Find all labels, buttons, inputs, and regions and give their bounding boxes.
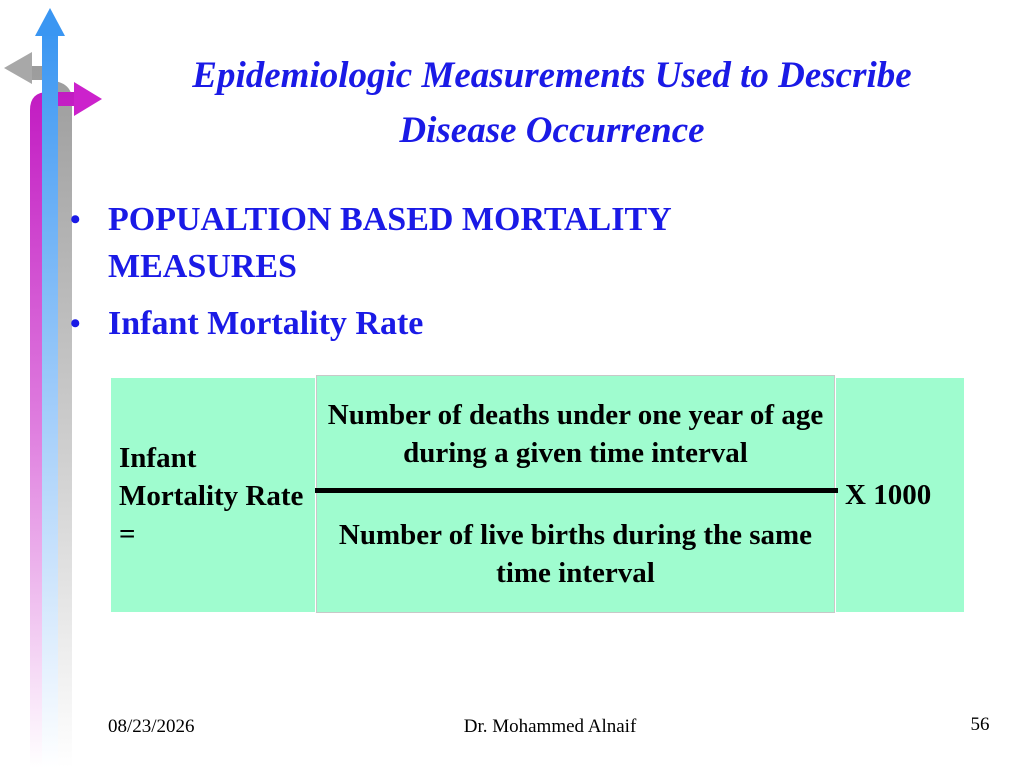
decorative-arrows xyxy=(0,0,110,768)
footer-author: Dr. Mohammed Alnaif xyxy=(463,716,637,737)
right-arrow-icon xyxy=(74,82,102,116)
formula-multiplier: X 1000 xyxy=(845,479,932,511)
footer-date: 08/23/2026 xyxy=(108,716,195,737)
formula-label: Infant Mortality Rate = xyxy=(119,442,304,550)
slide-title: Epidemiologic Measurements Used to Describe Disease Occurrence xyxy=(192,55,912,151)
fraction-bar xyxy=(315,488,838,493)
bullet-text: Infant Mortality Rate xyxy=(108,305,424,342)
bullet-icon: • xyxy=(70,203,81,236)
formula-numerator: Number of deaths under one year of age during a given time interval xyxy=(327,399,824,469)
up-arrow-icon xyxy=(35,8,65,36)
bullet-population-mortality xyxy=(70,196,828,290)
formula-denominator: Number of live births during the same time interval xyxy=(338,519,813,589)
blue-shaft xyxy=(42,30,58,768)
bullet-infant-mortality-rate xyxy=(70,300,828,347)
bullet-text: POPUALTION BASED MORTALITY MEASURES xyxy=(108,201,671,285)
left-arrow-icon xyxy=(4,52,32,84)
slide-number: 56 xyxy=(970,714,990,735)
bullet-icon: • xyxy=(70,307,81,340)
